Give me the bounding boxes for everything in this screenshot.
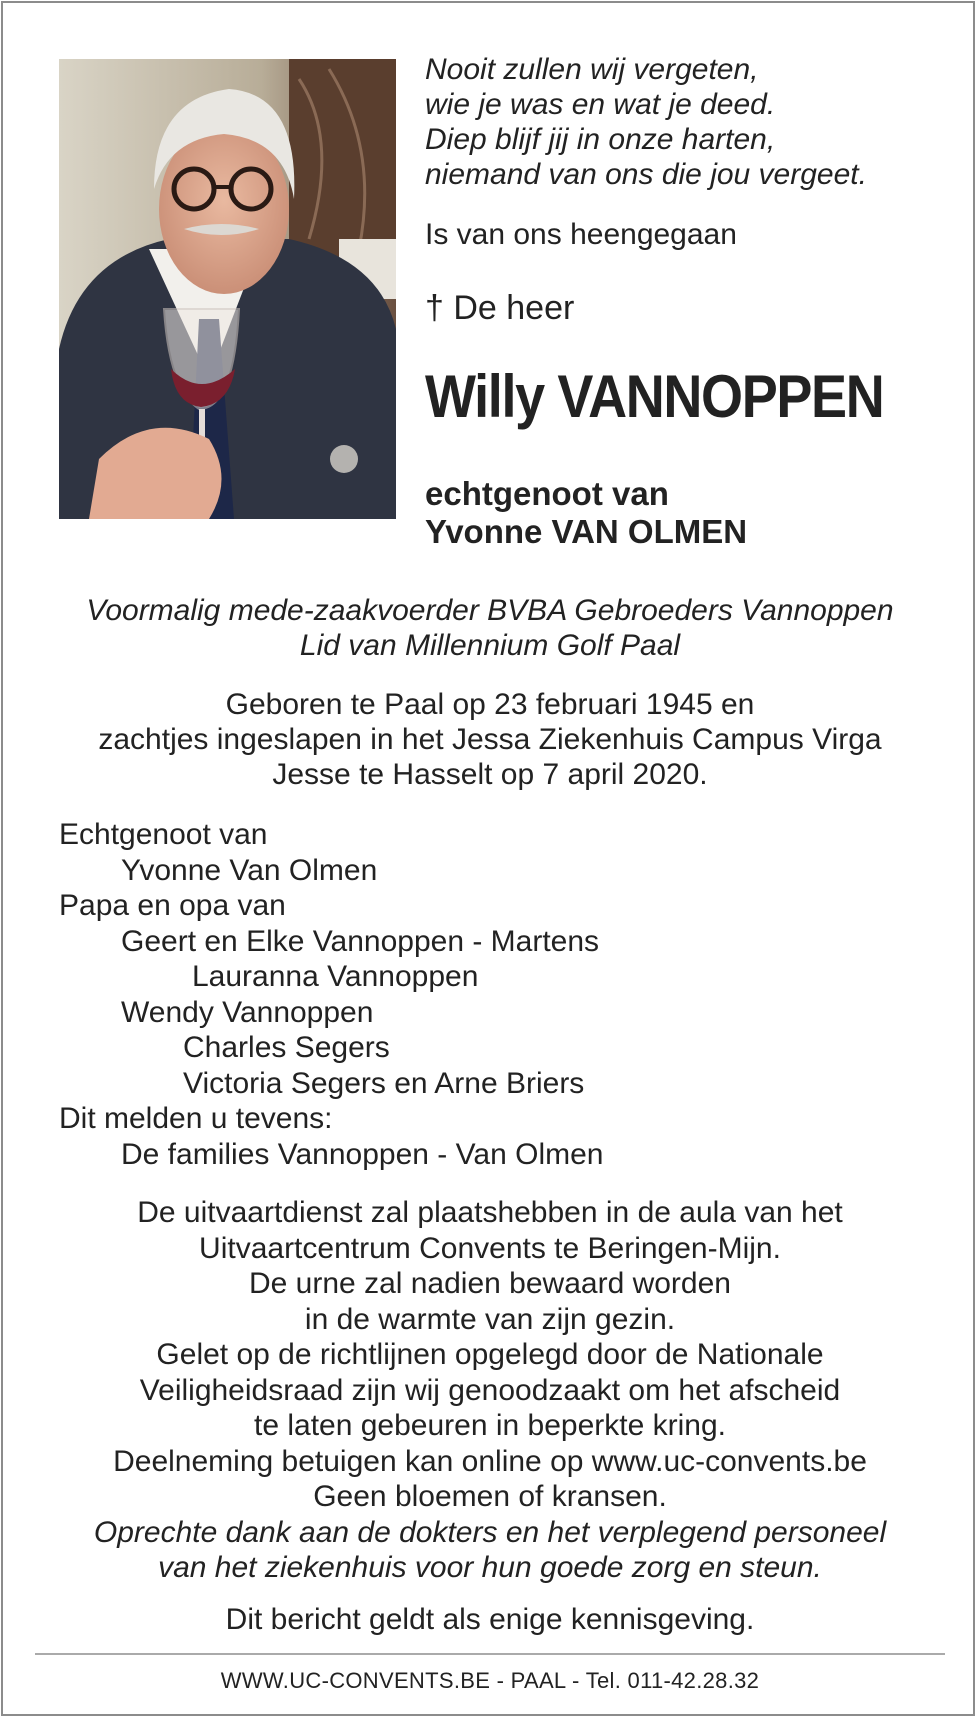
honorific-title: † De heer <box>425 289 575 327</box>
memorial-poem <box>425 52 867 192</box>
poem-line: wie je was en wat je deed. <box>425 88 776 121</box>
family-heading: Echtgenoot van <box>59 818 268 851</box>
born-line: zachtjes ingeslapen in het Jessa Ziekenhuis Campus Virga <box>98 723 882 756</box>
family-list <box>59 817 603 1172</box>
family-member: Victoria Segers en Arne Briers <box>183 1066 585 1100</box>
deceased-name: Willy VANNOPPEN <box>425 363 884 430</box>
service-line: te laten gebeuren in beperkte kring. <box>254 1409 726 1442</box>
service-line: Deelneming betuigen kan online op www.uc-convents.be <box>113 1444 867 1478</box>
role-line: Voormalig mede-zaakvoerder BVBA Gebroeders Vannoppen <box>86 594 894 627</box>
passing-intro: Is van ons heengegaan <box>425 218 737 251</box>
roles-block <box>0 593 980 663</box>
poem-line: Diep blijf jij in onze harten, <box>425 123 776 156</box>
family-heading: Papa en opa van <box>59 889 286 922</box>
service-line: De uitvaartdienst zal plaatshebben in de aula van het <box>137 1196 843 1229</box>
family-member: Geert en Elke Vannoppen - Martens <box>121 924 600 958</box>
thanks-line: Oprechte dank aan de dokters en het verplegend personeel <box>93 1515 887 1549</box>
service-line: Gelet op de richtlijnen opgelegd door de Nationale <box>156 1338 824 1371</box>
family-heading: Dit melden u tevens: <box>59 1102 333 1135</box>
thanks-line: van het ziekenhuis voor hun goede zorg en steun. <box>158 1551 822 1584</box>
family-member: De families Vannoppen - Van Olmen <box>121 1137 604 1171</box>
portrait-photo <box>59 59 396 519</box>
role-line: Lid van Millennium Golf Paal <box>299 629 681 662</box>
poem-line: niemand van ons die jou vergeet. <box>425 158 867 191</box>
footer-divider <box>35 1653 945 1655</box>
spouse-name: Yvonne VAN OLMEN <box>425 513 748 550</box>
born-line: Jesse te Hasselt op 7 april 2020. <box>272 758 708 791</box>
notice-line: Dit bericht geldt als enige kennisgeving. <box>225 1603 755 1636</box>
service-line: Veiligheidsraad zijn wij genoodzaakt om het afscheid <box>139 1373 841 1407</box>
born-line: Geboren te Paal op 23 februari 1945 en <box>225 688 755 721</box>
family-member: Wendy Vannoppen <box>121 995 374 1029</box>
poem-line: Nooit zullen wij vergeten, <box>425 53 759 86</box>
service-line: Geen bloemen of kransen. <box>313 1480 667 1513</box>
birth-death-block <box>0 687 980 792</box>
service-details <box>0 1195 980 1586</box>
service-line: Uitvaartcentrum Convents te Beringen-Mijn. <box>199 1231 781 1265</box>
family-member: Charles Segers <box>183 1031 390 1064</box>
service-line: De urne zal nadien bewaard worden <box>249 1267 731 1300</box>
spouse-label: echtgenoot van <box>425 475 669 512</box>
family-member: Yvonne Van Olmen <box>121 853 378 887</box>
service-line: in de warmte van zijn gezin. <box>304 1302 676 1336</box>
spouse-block <box>425 475 747 551</box>
family-member: Lauranna Vannoppen <box>192 960 479 993</box>
footer-contact: WWW.UC-CONVENTS.BE - PAAL - Tel. 011-42.28.32 <box>220 1668 760 1693</box>
